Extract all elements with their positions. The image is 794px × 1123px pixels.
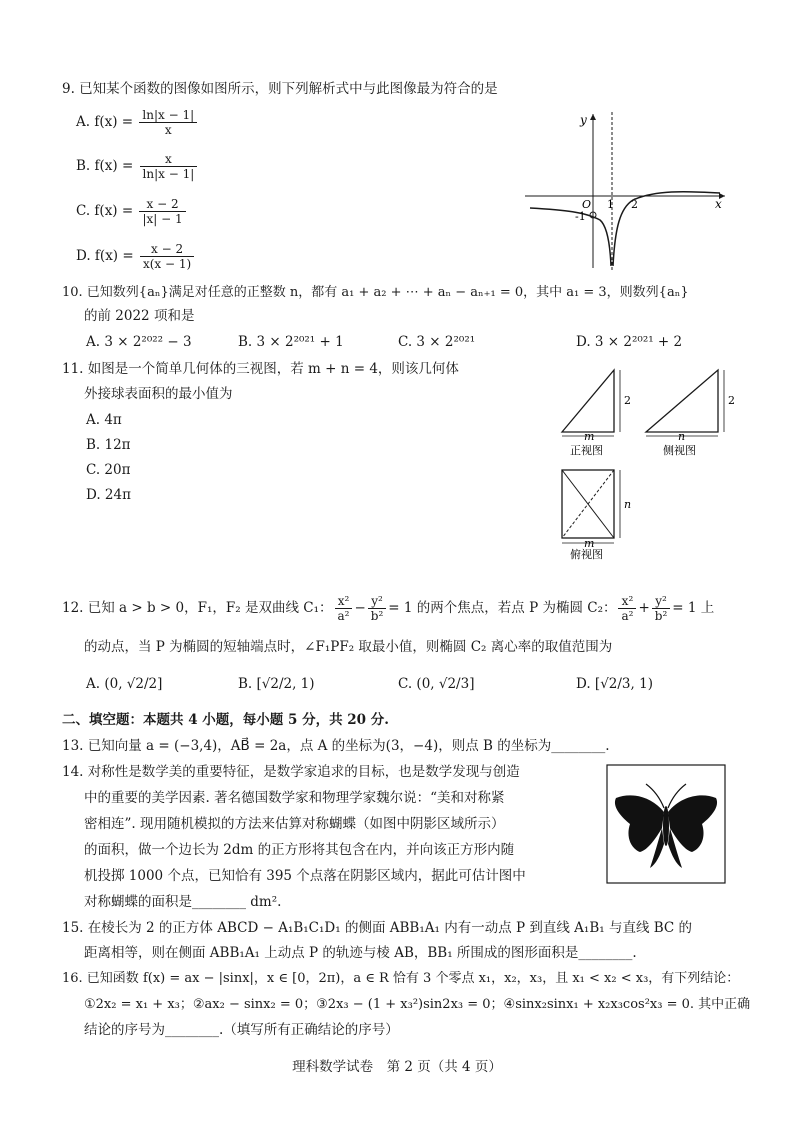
q11-option-a: A. 4π	[86, 412, 122, 428]
q9-option-d: D. f(x) = $\frac{x - 2}{x(x - 1)}$	[76, 240, 196, 272]
origin-label: O	[582, 198, 592, 211]
q11-line2: 外接球表面积的最小值为	[84, 386, 233, 402]
q9-a-fraction: $\frac{\ln|x - 1|}{x}$	[139, 108, 197, 137]
tick-2: 2	[631, 198, 638, 211]
q11-option-c: C. 20π	[86, 462, 131, 478]
svg-text:2: 2	[624, 394, 631, 407]
section2-heading: 二、填空题：本题共 4 小题，每小题 5 分，共 20 分.	[62, 712, 389, 728]
q10-option-c: C. 3 × 2²⁰²¹	[398, 334, 476, 350]
q12-option-d: D. [√2/3, 1)	[576, 676, 653, 692]
y-label: y	[580, 113, 587, 127]
q15-line2: 距离相等，则在侧面 ABB₁A₁ 上动点 P 的轨迹与棱 AB，BB₁ 所围成的图形面积是________.	[84, 945, 637, 961]
q11-option-d: D. 24π	[86, 487, 131, 503]
q15-line1: 15. 在棱长为 2 的正方体 ABCD − A₁B₁C₁D₁ 的侧面 ABB₁A₁ 内有一动点 P 到直线 A₁B₁ 与直线 BC 的	[62, 920, 693, 936]
q12-option-b: B. [√2/2, 1)	[238, 676, 315, 692]
svg-text:2: 2	[728, 394, 735, 407]
q9-option-a: A. f(x) = $\frac{\ln|x - 1|}{x}$	[76, 106, 199, 138]
q14-line5: 机投掷 1000 个点，已知恰有 395 个点落在阴影区域内，据此可估计图中	[84, 868, 526, 884]
q12-line1: 12. 已知 a > b > 0，F₁，F₂ 是双曲线 C₁： $\frac{\text{x²}}{\text{a²}}$ − $\frac{\text{y²}}{\text{b²}}$ = 1 的两个焦点，若点 P 为椭圆 C₂： $\frac{\text{x²}}{\text{a²}}$ + $\frac{\text{y²}}{\text{b²}}$ = 1 上	[62, 594, 715, 623]
q9-stem: 9. 已知某个函数的图像如图所示，则下列解析式中与此图像最为符合的是	[62, 81, 498, 97]
front-view-caption: 正视图	[570, 444, 603, 457]
front-view-triangle	[562, 370, 614, 432]
butterfly-figure	[606, 764, 726, 884]
q10-option-b: B. 3 × 2²⁰²¹ + 1	[238, 334, 344, 350]
q16-line1: 16. 已知函数 f(x) = ax − |sinx|，x ∈ [0，2π)，a ∈ R 恰有 3 个零点 x₁，x₂，x₃，且 x₁ < x₂ < x₃，有下列结论：	[62, 971, 740, 986]
svg-text:m: m	[584, 430, 595, 443]
q9-function-graph	[525, 108, 735, 273]
tick-1: 1	[607, 198, 614, 211]
q16-line3: 结论的序号为________.（填写所有正确结论的序号）	[84, 1022, 399, 1038]
svg-text:n: n	[624, 498, 632, 511]
q14-line6: 对称蝴蝶的面积是________ dm².	[84, 894, 282, 910]
svg-text:m: m	[584, 537, 595, 550]
q10-option-a: A. 3 × 2²⁰²² − 3	[86, 334, 192, 350]
q13-text: 13. 已知向量 a = (−3,4)，AB⃗ = 2a，点 A 的坐标为(3，−4)，则点 B 的坐标为________.	[62, 738, 610, 754]
tick-neg1: -1	[575, 210, 586, 223]
q14-line4: 的面积，做一个边长为 2dm 的正方形将其包含在内，并向该正方形内随	[84, 842, 515, 858]
q9-option-b: B. f(x) = $\frac{x}{\ln|x - 1|}$	[76, 150, 199, 182]
q11-line1: 11. 如图是一个简单几何体的三视图，若 m + n = 4，则该几何体	[62, 361, 459, 377]
q14-line2: 中的重要的美学因素. 著名德国数学家和物理学家魏尔说：“美和对称紧	[84, 790, 505, 806]
q12-line2: 的动点，当 P 为椭圆的短轴端点时，∠F₁PF₂ 取最小值，则椭圆 C₂ 离心率的取值范围为	[84, 639, 613, 655]
right-branch	[613, 192, 720, 266]
q11-option-b: B. 12π	[86, 437, 131, 453]
q16-line2: ①2x₂ = x₁ + x₃；②ax₂ − sinx₂ = 0；③2x₃ − (1 + x₃²)sin2x₃ = 0；④sinx₂sinx₁ + x₂x₃cos²x₃ = 0. 其中正确	[84, 997, 751, 1012]
q14-line1: 14. 对称性是数学美的重要特征，是数学家追求的目标，也是数学发现与创造	[62, 764, 520, 780]
q10-line1: 10. 已知数列{aₙ}满足对任意的正整数 n，都有 a₁ + a₂ + ⋯ + aₙ − aₙ₊₁ = 0，其中 a₁ = 3，则数列{aₙ}	[62, 285, 689, 300]
q12-option-c: C. (0, √2/3]	[398, 676, 475, 692]
side-view-caption: 侧视图	[663, 444, 696, 457]
q9-option-c: C. f(x) = $\frac{x - 2}{|x| - 1}$	[76, 195, 188, 227]
left-branch	[530, 208, 611, 266]
x-label: x	[715, 197, 722, 211]
page-footer: 理科数学试卷 第 2 页（共 4 页）	[292, 1059, 502, 1075]
q11-three-views	[548, 360, 748, 560]
side-view-triangle	[646, 370, 718, 432]
q12-option-a: A. (0, √2/2]	[86, 676, 163, 692]
q10-line2: 的前 2022 项和是	[84, 308, 195, 324]
q10-option-d: D. 3 × 2²⁰²¹ + 2	[576, 334, 683, 350]
q14-line3: 密相连”. 现用随机模拟的方法来估算对称蝴蝶（如图中阴影区域所示）	[84, 816, 505, 832]
svg-text:n: n	[678, 430, 686, 443]
top-view-caption: 俯视图	[570, 548, 603, 560]
